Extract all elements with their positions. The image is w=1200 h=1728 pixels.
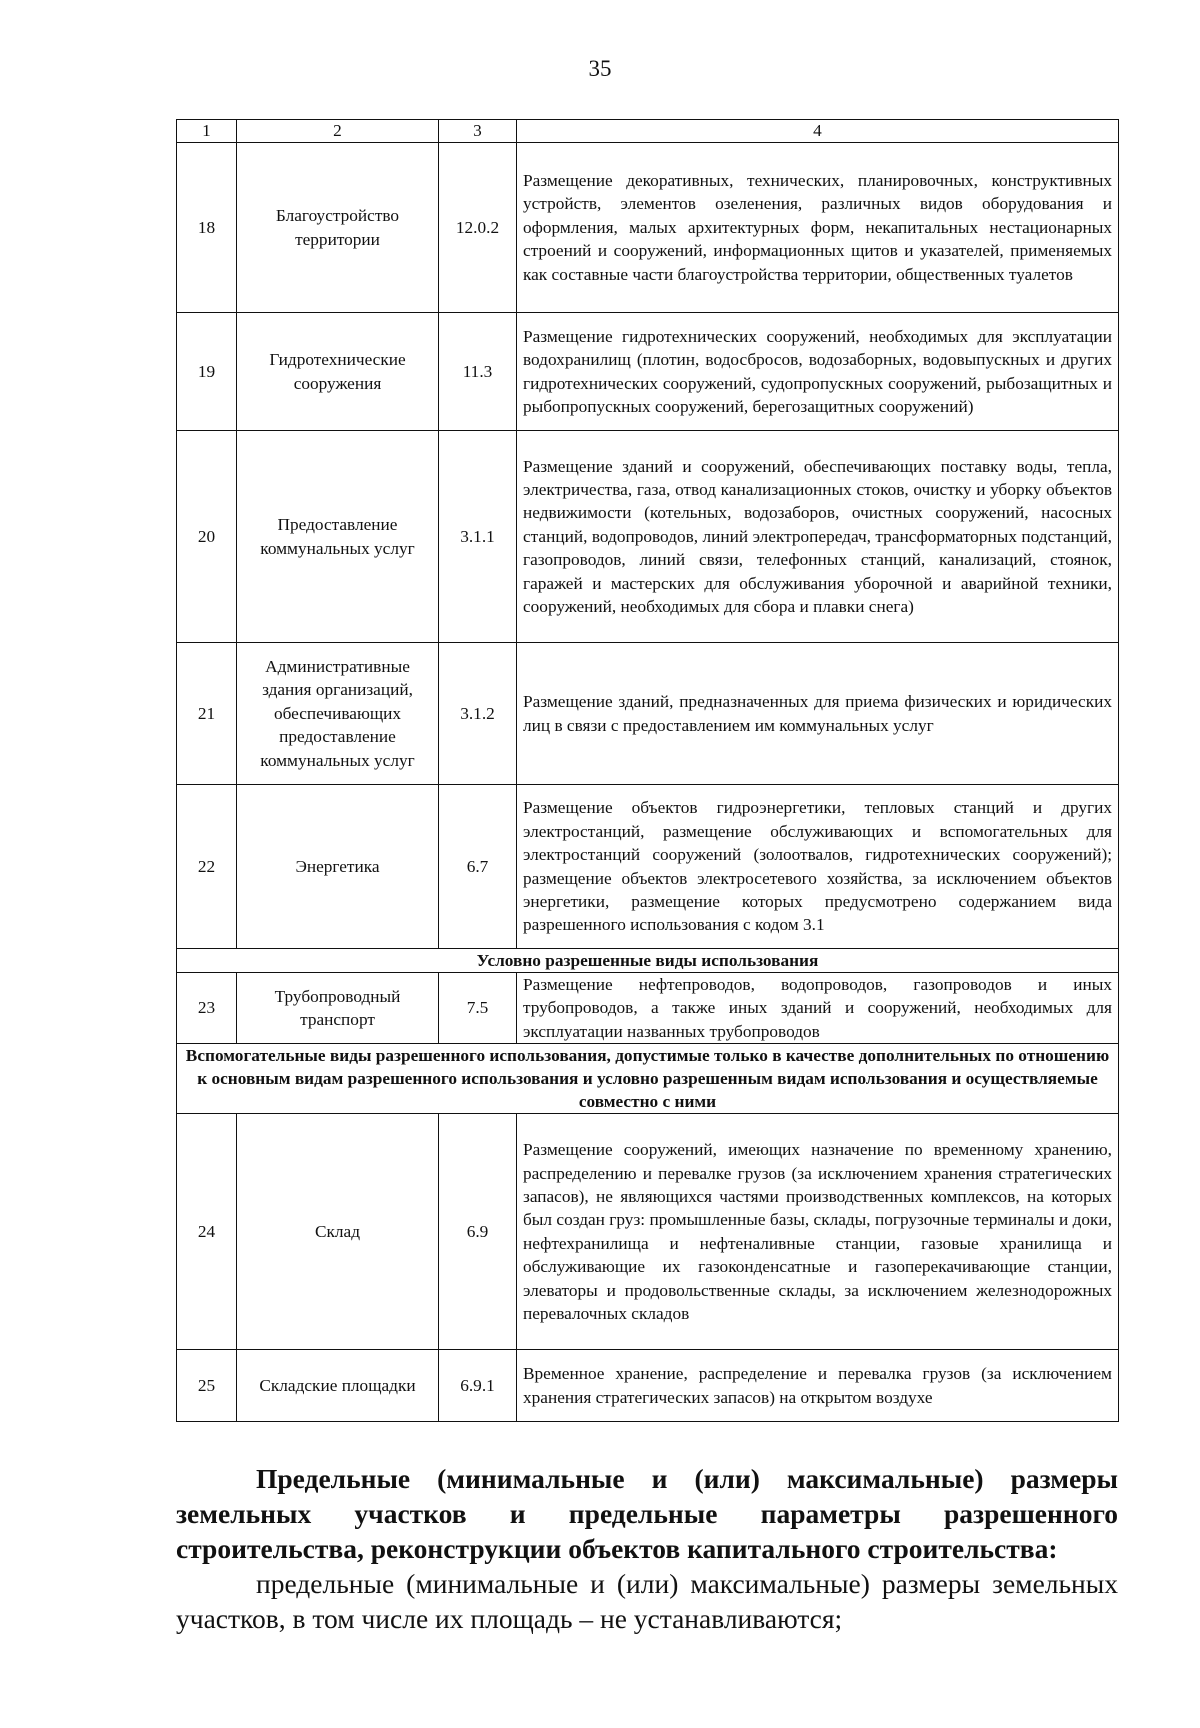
use-type-code: 3.1.2 (439, 643, 517, 785)
use-type-name: Трубопроводный транспорт (237, 973, 439, 1044)
section-title: Условно разрешенные виды использования (177, 949, 1119, 973)
section-row-auxiliary (177, 1044, 1119, 1114)
row-number: 22 (177, 785, 237, 949)
use-type-code: 7.5 (439, 973, 517, 1044)
use-type-code: 6.7 (439, 785, 517, 949)
table-row (177, 1350, 1119, 1422)
use-type-description: Размещение сооружений, имеющих назначение по временному хранению, распределению и перевалке грузов (за исключением хранения стратегических запасов), не являющихся частями производственных комплексов, на которых был создан груз: промышленные базы, склады, погрузочные терминалы и доки, нефтехранилища и нефтеналивные станции, газовые хранилища и обслуживающие их газоконденсатные и газоперекачивающие станции, элеваторы и продовольственные склады, за исключением железнодорожных перевалочных складов (517, 1114, 1119, 1350)
table-row (177, 1114, 1119, 1350)
body-paragraph: предельные (минимальные и (или) максимальные) размеры земельных участков, в том числе их площадь – не устанавливаются; (176, 1568, 1118, 1634)
table-row (177, 785, 1119, 949)
row-number: 21 (177, 643, 237, 785)
section-heading: Предельные (минимальные и (или) максимальные) размеры земельных участков и предельные параметры разрешенного строительства, реконструкции объектов капитального строительства: (176, 1463, 1118, 1564)
land-use-table (176, 119, 1119, 1422)
use-type-code: 6.9 (439, 1114, 517, 1350)
use-type-description: Размещение декоративных, технических, планировочных, конструктивных устройств, элементов озеленения, различных видов оборудования и оформления, малых архитектурных форм, некапитальных нестационарных строений и сооружений, информационных щитов и указателей, применяемых как составные части благоустройства территории, общественных туалетов (517, 143, 1119, 313)
body-text-block (176, 1461, 1118, 1636)
row-number: 23 (177, 973, 237, 1044)
page-number: 35 (588, 56, 612, 81)
use-type-code: 3.1.1 (439, 431, 517, 643)
header-cell: 3 (439, 120, 517, 143)
use-type-description: Размещение зданий и сооружений, обеспечивающих поставку воды, тепла, электричества, газа, отвод канализационных стоков, очистку и уборку объектов недвижимости (котельных, водозаборов, очистных сооружений, насосных станций, водопроводов, линий электропередач, трансформаторных подстанций, газопроводов, линий связи, телефонных станций, канализаций, стоянок, гаражей и мастерских для обслуживания уборочной и аварийной техники, сооружений, необходимых для сбора и плавки снега) (517, 431, 1119, 643)
use-type-code: 12.0.2 (439, 143, 517, 313)
table-row (177, 431, 1119, 643)
row-number: 25 (177, 1350, 237, 1422)
section-title: Вспомогательные виды разрешенного использования, допустимые только в качестве дополнительных по отношению к основным видам разрешенного использования и условно разрешенным видам использования и осуществляемые совместно с ними (177, 1044, 1119, 1114)
use-type-name: Энергетика (237, 785, 439, 949)
header-cell: 1 (177, 120, 237, 143)
use-type-description: Размещение гидротехнических сооружений, необходимых для эксплуатации водохранилищ (плотин, водосбросов, водозаборных, водовыпускных и других гидротехнических сооружений, судопропускных сооружений, рыбозащитных и рыбопропускных сооружений, берегозащитных сооружений) (517, 313, 1119, 431)
header-cell: 2 (237, 120, 439, 143)
use-type-name: Благоустройство территории (237, 143, 439, 313)
use-type-code: 11.3 (439, 313, 517, 431)
table-header-row (177, 120, 1119, 143)
use-type-name: Предоставление коммунальных услуг (237, 431, 439, 643)
table-row (177, 313, 1119, 431)
row-number: 20 (177, 431, 237, 643)
use-type-code: 6.9.1 (439, 1350, 517, 1422)
use-type-description: Размещение нефтепроводов, водопроводов, газопроводов и иных трубопроводов, а также иных зданий и сооружений, необходимых для эксплуатации названных трубопроводов (517, 973, 1119, 1044)
use-type-description: Размещение объектов гидроэнергетики, тепловых станций и других электростанций, размещение обслуживающих и вспомогательных для электростанций сооружений (золоотвалов, гидротехнических сооружений); размещение объектов электросетевого хозяйства, за исключением объектов энергетики, размещение которых предусмотрено содержанием вида разрешенного использования с кодом 3.1 (517, 785, 1119, 949)
use-type-name: Склад (237, 1114, 439, 1350)
use-type-name: Гидротехнические сооружения (237, 313, 439, 431)
use-type-name: Административные здания организаций, обеспечивающих предоставление коммунальных услуг (237, 643, 439, 785)
table-row (177, 643, 1119, 785)
table-row (177, 973, 1119, 1044)
row-number: 24 (177, 1114, 237, 1350)
use-type-description: Размещение зданий, предназначенных для приема физических и юридических лиц в связи с предоставлением им коммунальных услуг (517, 643, 1119, 785)
table-row (177, 143, 1119, 313)
use-type-description: Временное хранение, распределение и перевалка грузов (за исключением хранения стратегических запасов) на открытом воздухе (517, 1350, 1119, 1422)
use-type-name: Складские площадки (237, 1350, 439, 1422)
header-cell: 4 (517, 120, 1119, 143)
section-row-conditional (177, 949, 1119, 973)
row-number: 19 (177, 313, 237, 431)
row-number: 18 (177, 143, 237, 313)
